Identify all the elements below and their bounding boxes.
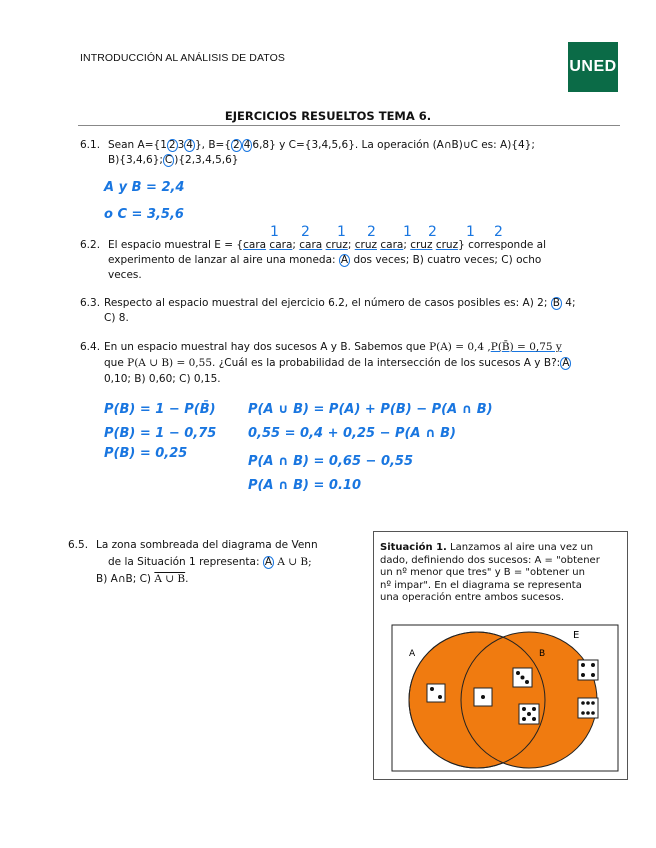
q4-hand-right-2: 0,55 = 0,4 + 0,25 − P(A ∩ B) [248, 426, 456, 441]
q1-circled-4b: 4 [243, 139, 251, 151]
situation-line-4: nº impar". En el diagrama se representa [380, 579, 582, 591]
q5-text-a: de la Situación 1 representa: [108, 556, 260, 568]
q1-text-line1 [108, 138, 620, 152]
die-six-icon [578, 698, 598, 718]
q1-text-e: ){2,3,4,5,6} [174, 154, 239, 166]
q3-text-b: 4; [565, 297, 576, 309]
q3-text-a: Respecto al espacio muestral del ejercicio 6.2, el número de casos posibles es: A) 2; [104, 297, 548, 309]
q4-pu: P(A ∪ B) = 0,55 [127, 357, 213, 369]
situation-line-1 [380, 542, 624, 555]
q2-word-3: cara [299, 239, 323, 251]
q4-text-line2 [104, 356, 571, 370]
q2-ann-4: 2 [367, 224, 376, 240]
q2-word-2: cara [269, 239, 293, 251]
q2-word-7: cruz [410, 239, 433, 251]
q1-text-d: B){3,4,6}; [108, 154, 163, 166]
q2-ann-5: 1 [403, 224, 412, 240]
course-header: INTRODUCCIÓN AL ANÁLISIS DE DATOS [80, 52, 285, 64]
q1-text-3: 3 [177, 139, 185, 151]
q5-text-line3 [96, 572, 188, 586]
q2-word-1: cara [243, 239, 267, 251]
q1-circled-c: C [164, 154, 173, 166]
q4-text-b: que [104, 357, 124, 369]
q3-number: 6.3. [80, 297, 101, 309]
q3-text-line2: C) 8. [104, 312, 129, 324]
q4-hand-left-3: P(B) = 0,25 [104, 446, 188, 461]
q5-text-line2 [108, 555, 312, 569]
q3-circled-b: B [552, 297, 560, 309]
q2-text-line1: El espacio muestral E = {cara cara; cara cruz; cruz cara; cruz cruz} corresponde al [108, 239, 547, 251]
q4-circled-a: A [562, 357, 570, 369]
q4-pa: P(A) = 0,4 , [429, 341, 491, 353]
q4-number: 6.4. [80, 341, 101, 353]
q5-option-a: A ∪ B; [277, 556, 312, 568]
q1-text-line2 [108, 153, 238, 167]
q2-word-6: cara [380, 239, 404, 251]
q4-text-line1 [104, 340, 562, 354]
uned-logo: UNED [568, 42, 618, 92]
q2-ann-1: 1 [270, 224, 279, 240]
q5-number: 6.5. [68, 539, 89, 551]
q4-text-c: . ¿Cuál es la probabilidad de la intersección de los sucesos A y B?: [212, 357, 561, 369]
die-four-icon [578, 660, 598, 680]
q2-number: 6.2. [80, 239, 101, 251]
q2-text-a: El espacio muestral E = { [108, 239, 244, 251]
q1-circled-2b: 2 [233, 139, 240, 151]
q1-handwritten-1: A y B = 2,4 [104, 180, 185, 195]
page-title: EJERCICIOS RESUELTOS TEMA 6. [224, 109, 432, 123]
q4-text-line3: 0,10; B) 0,60; C) 0,15. [104, 373, 221, 385]
q4-hand-right-1: P(A ∪ B) = P(A) + P(B) − P(A ∩ B) [248, 402, 493, 417]
q1-circled-4: 4 [186, 139, 193, 151]
q5-text-c: . [185, 573, 189, 585]
q1-circled-2: 2 [168, 139, 176, 151]
q2-text-d: dos veces; B) cuatro veces; C) ocho [353, 254, 542, 266]
q5-text-b: B) A∩B; C) [96, 573, 152, 585]
situation-text [380, 542, 624, 605]
q2-text-b: } corresponde al [458, 239, 547, 251]
q3-text-line1 [104, 296, 575, 310]
situation-line-5: una operación entre ambos sucesos. [380, 592, 565, 603]
label-e: E [573, 630, 580, 641]
q2-text-line3: veces. [108, 269, 142, 281]
label-a: A [409, 649, 416, 659]
q2-ann-2: 2 [301, 224, 310, 240]
q5-option-c: A ∪ B [154, 573, 186, 585]
q2-text-c: experimento de lanzar al aire una moneda: [108, 254, 336, 266]
q1-number: 6.1. [80, 139, 101, 151]
q4-hand-right-3: P(A ∩ B) = 0,65 − 0,55 [248, 454, 414, 469]
q5-circled-a: A [264, 556, 273, 568]
q1-text-c: 6,8} y C={3,4,5,6}. La operación (A∩B)∪C es: A){4}; [252, 139, 535, 151]
die-two-icon [427, 684, 445, 702]
q4-text-a: En un espacio muestral hay dos sucesos A y B. Sabemos que [104, 341, 426, 353]
die-three-icon [513, 668, 532, 687]
q2-ann-3: 1 [337, 224, 346, 240]
q2-word-5: cruz [354, 239, 378, 251]
q1-text-a: Sean A={1 [108, 139, 167, 151]
die-five-icon [519, 704, 539, 724]
situation-line-3: un nº menor que tres" y B = "obtener un [380, 567, 585, 578]
q4-hand-left-1: P(B) = 1 − P(B̄) [104, 402, 216, 417]
q5-text-line1: La zona sombreada del diagrama de Venn [96, 539, 318, 551]
die-one-icon [474, 688, 492, 706]
venn-diagram [391, 624, 619, 772]
q4-pb: P(B̄) = 0,75 y [490, 341, 562, 353]
q2-text-line2 [108, 253, 541, 267]
q1-text-b: }, B={ [194, 139, 232, 151]
q1-handwritten-2: o C = 3,5,6 [104, 207, 184, 222]
q2-word-4: cruz [325, 239, 348, 251]
q2-ann-8: 2 [494, 224, 503, 240]
q2-word-8: cruz [435, 239, 459, 251]
label-b: B [539, 649, 546, 659]
situation-line-2: dado, definiendo dos sucesos: A = "obtener [380, 554, 600, 566]
q4-hand-left-2: P(B) = 1 − 0,75 [104, 426, 217, 441]
q2-circled-a: A [340, 254, 349, 266]
q4-hand-right-4: P(A ∩ B) = 0.10 [248, 478, 362, 493]
situation-line-1-text: Lanzamos al aire una vez un [446, 542, 594, 553]
title-rule [78, 125, 620, 126]
situation-heading: Situación 1. [380, 542, 447, 553]
q2-ann-7: 1 [466, 224, 475, 240]
q2-ann-6: 2 [428, 224, 437, 240]
